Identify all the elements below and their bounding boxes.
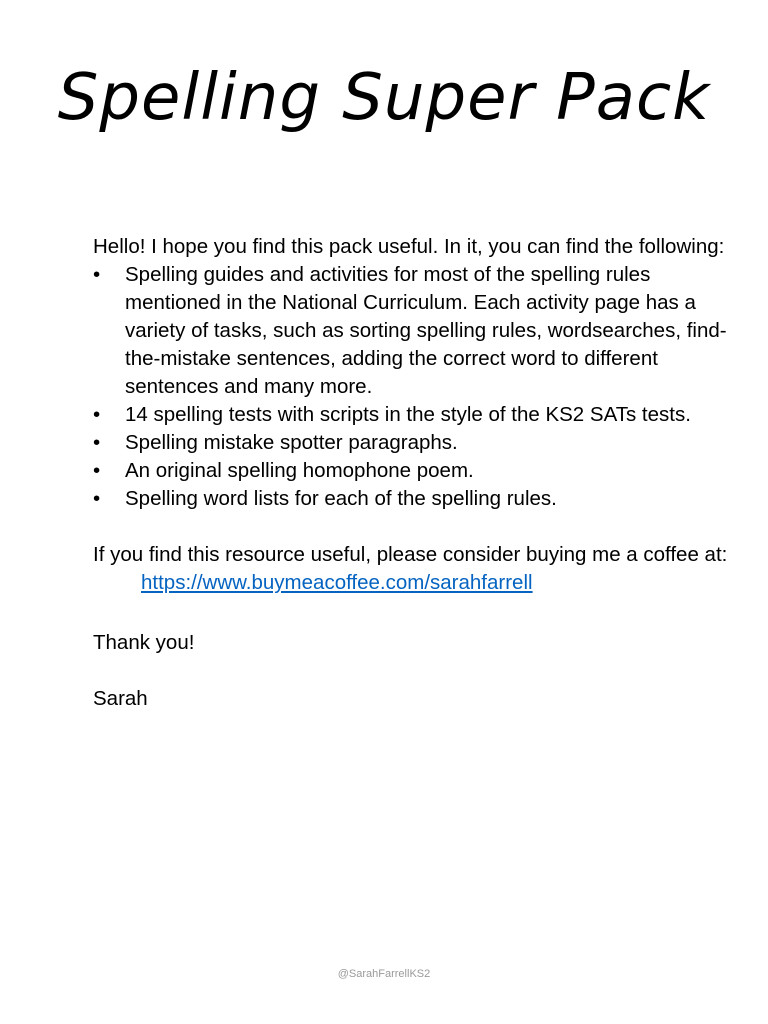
- footer-handle: @SarahFarrellKS2: [337, 968, 431, 980]
- feature-text: Spelling guides and activities for most of the spelling rules mentioned in the National Curriculum. Each activity page has a variety of tasks, such as sorting spelling rules, wordsearches, find-the-mistake sentences, adding the correct word to different sentences and many more.: [125, 263, 727, 398]
- feature-text: Spelling word lists for each of the spelling rules.: [125, 487, 557, 510]
- buy-me-a-coffee-link[interactable]: https://www.buymeacoffee.com/sarahfarrell: [141, 571, 533, 594]
- feature-list: [93, 261, 733, 513]
- feature-item: [93, 485, 733, 513]
- document-body: [93, 233, 733, 713]
- feature-text: An original spelling homophone poem.: [125, 459, 474, 482]
- feature-text: 14 spelling tests with scripts in the style of the KS2 SATs tests.: [125, 403, 691, 426]
- document-title: Spelling Super Pack: [57, 61, 711, 135]
- bullet-icon: •: [93, 431, 101, 454]
- bullet-icon: •: [93, 487, 101, 510]
- feature-item: [93, 429, 733, 457]
- signature: Sarah: [93, 687, 148, 710]
- coffee-paragraph: If you find this resource useful, please consider buying me a coffee at:: [93, 543, 728, 566]
- bullet-icon: •: [93, 403, 101, 426]
- feature-text: Spelling mistake spotter paragraphs.: [125, 431, 458, 454]
- feature-item: [93, 261, 733, 401]
- coffee-link-container: [93, 569, 733, 597]
- feature-item: [93, 401, 733, 429]
- thank-you-text: Thank you!: [93, 631, 195, 654]
- feature-item: [93, 457, 733, 485]
- bullet-icon: •: [93, 263, 101, 286]
- bullet-icon: •: [93, 459, 101, 482]
- intro-paragraph: Hello! I hope you find this pack useful. In it, you can find the following:: [93, 235, 725, 258]
